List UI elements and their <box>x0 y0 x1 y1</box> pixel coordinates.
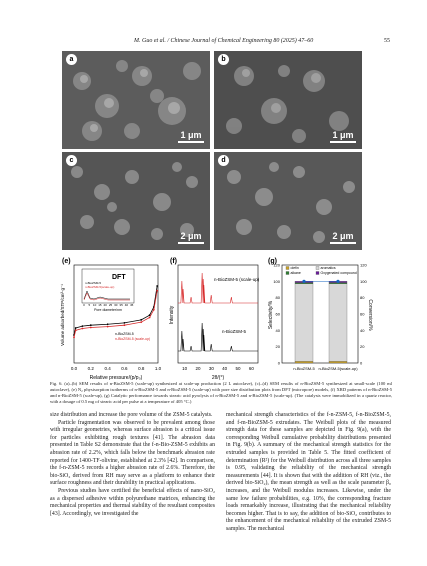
isotherm-point <box>124 324 126 326</box>
x-tick-label: 20 <box>195 366 201 371</box>
panel-f-label: (f) <box>170 258 177 265</box>
isotherm-point <box>90 327 92 329</box>
scale-bar-line <box>330 242 356 244</box>
x-tick-label: 60 <box>248 366 254 371</box>
x-tick-labels <box>71 366 162 371</box>
caption-text: Fig. 6. (a)–(b) SEM results of n-BioZSM-5 (scale-up) synthesized at scale-up production (2 L autoclave), (c)–(d) SEM results of n-BioZSM-5 synthesized at small-scale (100 ml autoclave), (e) N₂ physisorption isotherms of n-BioZSM-5 and n-BioZSM-5 (scale-up) with pore size distribution plots from DFT (micropore) models, (f) XRD patterns of n-BioZSM-5 and n-BioZSM-5 (scale-up), (g) Catalytic performance towards stearic acid pyrolysis of n-BioZSM-5 and n-BioZSM-5 (scale-up). (The catalysts were immobilized in a quartz reactor, with a dosage of 0.5 mg of stearic acid per pulse at a temperature of 405 °C.) <box>50 381 392 404</box>
bar-segment <box>295 361 313 363</box>
scale-bar-text: 2 μm <box>332 231 354 241</box>
series-label-top: n-BioZSM-5 (scale-up) <box>214 277 260 282</box>
scale-bar-text: 1 μm <box>180 130 202 140</box>
inset-legend-2: n-BioZSM-5(scale-up) <box>85 285 115 289</box>
x-tick-labels <box>182 366 254 371</box>
y2-tick-label: 80 <box>360 295 365 301</box>
x-tick-label: 0.4 <box>104 366 111 371</box>
performance-chart <box>266 255 372 383</box>
isotherm-point <box>156 285 158 287</box>
inset-legend-1: n-BioZSM-5 <box>85 281 102 285</box>
isotherm-point <box>82 328 84 330</box>
series-label-bottom: n-BioZSM-5 <box>222 329 247 334</box>
y2-tick-label: 40 <box>360 327 365 333</box>
y2-tick-label: 100 <box>360 278 367 284</box>
y-tick-label: 100 <box>273 278 280 284</box>
figure-caption <box>50 381 392 405</box>
legend-label: aromatics <box>320 266 336 270</box>
y-tick-labels <box>273 263 367 366</box>
x-axis-label: Relative pressure/(p/p₀) <box>89 375 143 381</box>
sem-panel-label: a <box>66 54 77 65</box>
scale-bar <box>330 130 356 143</box>
page-number: 55 <box>384 38 390 44</box>
inset-tick-label: 45 <box>130 303 134 307</box>
inset-tick-label: 10 <box>92 303 97 307</box>
category-label-2: n-BioZSM-5(scale-up) <box>318 366 358 371</box>
isotherm-point <box>140 319 142 321</box>
x-tick-label: 1.0 <box>154 366 162 371</box>
isotherm-point <box>156 290 158 292</box>
panel-f <box>166 255 262 383</box>
x-tick-label: 0.0 <box>70 366 78 371</box>
chart-panels <box>60 255 372 383</box>
isotherm-point <box>90 324 92 326</box>
sem-image-grid <box>62 51 362 250</box>
panel-e <box>60 255 162 383</box>
y-tick-label: 80 <box>275 295 280 301</box>
sem-panel-label: d <box>218 155 229 166</box>
xrd-chart <box>166 255 262 383</box>
legend-label: olefin <box>290 266 299 270</box>
panel-g <box>266 255 372 383</box>
xrd-pattern <box>178 323 258 351</box>
y-tick-label: 40 <box>275 327 280 333</box>
scale-bar-line <box>330 141 356 143</box>
isotherm-point <box>153 309 155 311</box>
y-axis-label-right: Conversion/% <box>367 299 373 331</box>
inset-tick-label: 25 <box>108 303 113 307</box>
bar-segment <box>329 284 347 362</box>
paragraph: Particle fragmentation was observed to be prevalent among those with irregular geometries, whereas surface abrasion is a critical issue for particles exhibiting rough textures [41]. The abrasion data presented in Table S2 demonstrate that the f-n-Bio-ZSM-5 exhibits an abrasion rate of 2.2%, which falls below the benchmark abrasion rate reported for 1400-TF-olivine, established at 2.3% [42]. In comparison, the f-n-ZSM-5 records a higher abrasion rate of 2.6%. Therefore, the bio-SiO₂ derived from RH may serve as a platform to enhance their surface roughness and their durability in practical applications. <box>50 419 215 487</box>
inset-tick-label: 35 <box>119 303 123 307</box>
scale-bar <box>330 231 356 244</box>
series-group <box>178 273 258 351</box>
bar-segment <box>329 361 347 363</box>
x-tick-label: 50 <box>235 366 241 371</box>
inset-title: DFT <box>112 274 126 281</box>
legend-label: alkane <box>290 271 301 275</box>
x-tick-label: 0.2 <box>87 366 94 371</box>
legend-swatch <box>316 272 319 275</box>
x-tick-label: 30 <box>208 366 214 371</box>
y-axis-label: Volume adsorbed/STP/cm³·g⁻¹ <box>60 284 65 346</box>
sem-panel-label: c <box>66 155 77 166</box>
inset-tick-label: 15 <box>98 303 102 307</box>
y-tick-label: 120 <box>273 262 280 268</box>
x-axis-label: 2θ/(°) <box>211 375 225 381</box>
sem-panel-label: b <box>218 54 229 65</box>
right-column <box>226 412 391 534</box>
scale-bar <box>178 130 204 143</box>
inset-tick-labels <box>83 303 134 307</box>
panel-g-label: (g) <box>268 258 277 265</box>
inset-tick-label: 40 <box>124 303 129 307</box>
y-axis-label: Intensity <box>169 305 175 325</box>
journal-citation: M. Guo et al. / Chinese Journal of Chemical Engineering 80 (2025) 47–60 <box>134 38 314 44</box>
paragraph: Previous studies have certified the beneficial effects of nano-SiO₂ as a dispersed adhesive within polyurethane matrices, enhancing the mechanical properties and thermal stability of the resultant composites [43]. Accordingly, we investigated the <box>50 487 215 517</box>
y-tick-label: 60 <box>275 311 280 317</box>
y2-tick-label: 60 <box>360 311 365 317</box>
isotherm-point <box>75 329 77 331</box>
inset-tick-label: 30 <box>114 303 118 307</box>
y-axis-label-left: Selectivity/% <box>268 300 274 330</box>
legend <box>286 266 357 275</box>
isotherm-point <box>82 325 84 327</box>
sem-image-a <box>62 51 210 149</box>
x-tick-label: 0.6 <box>121 366 128 371</box>
legend-swatch <box>286 267 289 270</box>
scale-bar <box>178 231 204 244</box>
isotherm-point <box>124 322 126 324</box>
scale-bar-line <box>178 141 204 143</box>
y-tick-label: 20 <box>275 344 280 350</box>
isotherm-chart <box>60 255 162 383</box>
y2-tick-label: 20 <box>360 344 365 350</box>
scale-bar-line <box>178 242 204 244</box>
paragraph: size distribution and increase the pore volume of the ZSM-5 catalysts. <box>50 412 213 418</box>
x-tick-label: 10 <box>182 366 188 371</box>
inset-tick-label: 5 <box>88 303 91 307</box>
isotherm-point <box>107 326 109 328</box>
paragraph: mechanical strength characteristics of the f-n-ZSM-5, f-n-BioZSM-5, and f-m-BioZSM-5 extrudates. The Weibull plots of the measured strength data for these samples are depicted in Fig. 9(a), with the corresponding Weibull cumulative probability distributions presented in Fig. 9(b). A summary of the mechanical strength statistics for the extruded samples is provided in Table 5. The fitted coefficient of determination (R²) for the Weibull distribution across all three samples is 0.95, validating the reliability of the mechanical strength measurements [44]. It is shown that with the addition of RH (viz., the derived bio-SiO₂), the mean strength as well as the scale parameter β₀ increases, and the Weibull modulus increases. Likewise, under the same low failure probabilities, e.g. 10%, the corresponding fracture loads remarkably increase, illustrating that the mechanical reliability becomes higher. That is to say, the addition of bio-SiO₂ contributes to the enhancement of the mechanical reliability of the extruded ZSM-5 samples. The mechanical <box>226 412 391 532</box>
inset-tick-label: 0 <box>83 303 85 307</box>
y2-tick-label: 120 <box>360 262 367 268</box>
legend-label: Oxygenated compound <box>320 271 357 275</box>
isotherm-point <box>140 321 142 323</box>
x-tick-label: 40 <box>222 366 228 371</box>
y-tick-label: 0 <box>277 360 280 366</box>
inset-x-label: Pore diameter/nm <box>94 308 122 312</box>
sem-image-d <box>214 152 362 250</box>
category-label-1: n-BioZSM-5 <box>293 366 315 371</box>
legend-swatch <box>286 272 289 275</box>
x-tick-label: 0.8 <box>138 366 145 371</box>
bar-segment <box>295 284 313 362</box>
scale-bar-text: 2 μm <box>180 231 202 241</box>
panel-e-label: (e) <box>62 258 71 265</box>
inset-tick-label: 20 <box>103 303 107 307</box>
sem-image-b <box>214 51 362 149</box>
legend-swatch <box>316 267 319 270</box>
isotherm-point <box>107 323 109 325</box>
bar-group <box>295 280 347 363</box>
scale-bar-text: 1 μm <box>332 130 354 140</box>
y2-tick-label: 0 <box>360 360 363 366</box>
left-column <box>50 412 215 518</box>
isotherm-point <box>149 317 151 319</box>
isotherm-point <box>75 327 77 329</box>
sem-image-c <box>62 152 210 250</box>
legend-1: n-BioZSM-5 <box>115 332 134 336</box>
legend-2: n-BioZSM-5 (scale-up) <box>115 337 151 341</box>
isotherm-point <box>73 336 75 338</box>
